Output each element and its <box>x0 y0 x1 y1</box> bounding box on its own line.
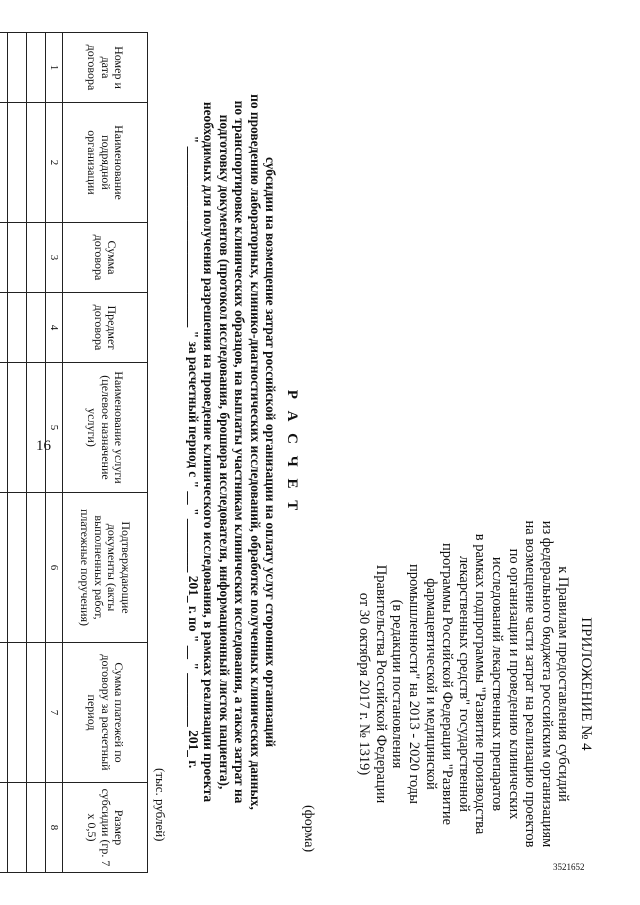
table-cell <box>8 643 27 783</box>
table-cell <box>0 223 8 293</box>
appendix-line: из федерального бюджета российским организациям <box>538 520 555 848</box>
units-label: (тыс. рублей) <box>153 768 168 842</box>
header-supporting-documents: Подтверждающие документы (акты выполненных работ, платежные поручения) <box>63 493 148 643</box>
header-subsidy-amount: Размер субсидии (гр. 7 x 0,5) <box>63 783 148 873</box>
rotated-page-content <box>40 32 600 872</box>
appendix-line: промышленности" на 2013 - 2020 годы <box>406 563 423 804</box>
calculation-description <box>186 32 278 872</box>
appendix-header <box>356 504 594 864</box>
description-line: подготовку документов (протокол исследования, брошюра исследователя, информационный листок пациента), <box>216 114 232 790</box>
table-cell <box>0 493 8 643</box>
table-cell <box>8 363 27 493</box>
appendix-line: фармацевтической и медицинской <box>422 578 439 790</box>
appendix-line: от 30 октября 2017 г. № 1319) <box>356 592 373 776</box>
appendix-line: (в редакции постановления <box>389 599 406 769</box>
column-number: 2 <box>46 103 63 223</box>
page-number: 16 <box>36 438 51 454</box>
table-row <box>0 33 8 873</box>
table-cell <box>0 33 8 103</box>
column-number: 7 <box>46 643 63 783</box>
table-cell <box>27 103 46 223</box>
column-number: 6 <box>46 493 63 643</box>
appendix-line: по организации и проведению клинических <box>505 548 522 820</box>
header-contract-number: Номер и дата договора <box>63 33 148 103</box>
appendix-line: программы Российской Федерации "Развитие <box>439 542 456 826</box>
table-row <box>27 33 46 873</box>
table-cell <box>8 293 27 363</box>
table-cell <box>27 363 46 493</box>
column-number: 1 <box>46 33 63 103</box>
table-cell <box>8 223 27 293</box>
table-cell <box>27 293 46 363</box>
header-payments-sum: Сумма платежей по договору за расчетный период <box>63 643 148 783</box>
table-cell <box>0 643 8 783</box>
column-number: 8 <box>46 783 63 873</box>
column-number: 3 <box>46 223 63 293</box>
appendix-line: на возмещение части затрат на реализацию проектов <box>522 520 539 848</box>
period-line: " ___________________________ " за расчетный период с " __ " ________ 201_ г. по " __ " ________ 201_ г. <box>185 135 201 769</box>
header-service-name: Наименование услуги (целевое назначение услуги) <box>63 363 148 493</box>
appendix-line: лекарственных средств" государственной <box>455 555 472 813</box>
document-title: Р А С Ч Е Т <box>284 389 300 515</box>
description-line: субсидии на возмещение затрат российской организации на оплату услуг сторонних организаций <box>263 156 278 748</box>
table-cell <box>0 293 8 363</box>
appendix-line: в рамках подпрограммы "Развитие производства <box>472 533 489 835</box>
table-row <box>8 33 27 873</box>
appendix-line: исследований лекарственных препаратов <box>489 556 506 812</box>
appendix-title: ПРИЛОЖЕНИЕ № 4 <box>578 617 594 751</box>
table-cell <box>27 33 46 103</box>
header-contractor-name: Наименование подрядной организации <box>63 103 148 223</box>
table-cell <box>27 223 46 293</box>
table-cell <box>8 783 27 873</box>
column-number: 5 <box>46 363 63 493</box>
table-cell <box>0 363 8 493</box>
table-cell <box>0 103 8 223</box>
table-cell <box>27 493 46 643</box>
table-cell <box>0 783 8 873</box>
description-line: необходимых для получения разрешения на проведение клинического исследования, в рамках реализации проекта <box>201 101 217 803</box>
table-cell <box>27 643 46 783</box>
column-numbers-row <box>46 33 63 873</box>
document-id: 3521652 <box>553 862 585 872</box>
header-contract-subject: Предмет договора <box>63 293 148 363</box>
header-contract-sum: Сумма договора <box>63 223 148 293</box>
table-header-row <box>63 33 148 873</box>
appendix-line: к Правилам предоставления субсидий <box>555 566 572 802</box>
table-cell <box>8 493 27 643</box>
appendix-line: Правительства Российской Федерации <box>372 564 389 804</box>
calculation-table <box>0 32 148 873</box>
table-cell <box>8 103 27 223</box>
description-line: по транспортировке клинических образцов, на выплаты участникам клинических исследования, а также затрат на <box>232 100 248 804</box>
form-label: (форма) <box>301 805 316 853</box>
table-cell <box>27 783 46 873</box>
column-number: 4 <box>46 293 63 363</box>
table-cell <box>8 33 27 103</box>
description-line: по проведению лабораторных, клинико-диагностических исследований, обработке полученных клинических данных, <box>247 94 263 810</box>
